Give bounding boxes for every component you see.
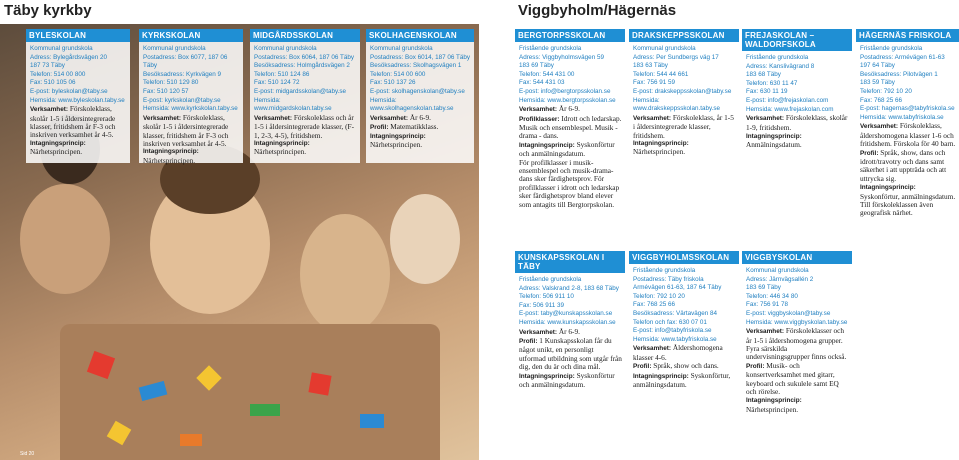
intagningsprincip: Intagningsprincip: Närhetsprincipen. — [30, 139, 86, 157]
profil: Profil: Matematikklass. — [370, 122, 439, 132]
school-card-viggbyskolan — [742, 251, 852, 456]
phone: Telefon: 446 34 80 — [746, 292, 798, 300]
school-name: KYRKSKOLAN — [139, 29, 243, 42]
website-label: Hemsida: — [370, 96, 397, 104]
phone: Telefon: 792 10 20 — [860, 87, 912, 95]
intagningsprincip: Intagningsprincip: Anmälningsdatum. — [746, 132, 802, 150]
school-name: MIDGÅRDSSKOLAN — [250, 29, 360, 42]
website-link[interactable]: www.drakskeppsskolan.taby.se — [633, 105, 721, 113]
profil: Profilklasser: Idrott och ledarskap. Musik och ensemblespel. Musik - drama - dans. — [519, 113, 622, 141]
school-name: VIGGBYSKOLAN — [742, 251, 852, 264]
profil: Profil: Språk, show och dans. — [633, 361, 719, 371]
right-page — [480, 0, 959, 460]
school-type: Fristående grundskola — [746, 54, 809, 61]
school-type: Fristående grundskola — [860, 45, 923, 52]
intagningsprincip: Intagningsprincip: Närhetsprincipen. — [254, 139, 310, 157]
school-name: BERGTORPSSKOLAN — [515, 29, 625, 42]
fax: Fax: 506 911 39 — [519, 301, 565, 309]
fax: Fax: 544 431 03 — [519, 79, 565, 87]
page-number: Sid 20 — [20, 451, 35, 457]
address: Postadress: Täby friskola — [633, 275, 704, 283]
address: Postadress: Armévägen 61-63 — [860, 53, 945, 61]
visit-address: Armévägen 61-63, 187 64 Täby — [633, 284, 722, 292]
intagningsprincip: Intagningsprincip: Närhetsprincipen. — [633, 139, 689, 157]
address: Postadress: Box 6077, 187 06 Täby — [143, 53, 228, 70]
verksamhet: Verksamhet: År 6-9. — [519, 326, 580, 336]
verksamhet: Verksamhet: År 6-9. — [370, 112, 431, 122]
school-type: Kommunal grundskola — [254, 45, 317, 52]
phone: Telefon: 510 124 86 — [254, 70, 310, 78]
school-card-bergtorpsskolan — [515, 29, 625, 244]
verksamhet: Verksamhet: Förskoleklass, skolår 1-5 i åldersintegrerade klasser, fritidshem år F-3 och inskriven verksamhet år 4-5. — [143, 112, 229, 148]
school-card-drakskeppsskolan — [629, 29, 739, 244]
intagningsprincip: Intagningsprincip: Syskonförtur, anmälningsdatum. Till förskoleklassen även geografisk närhet. — [860, 184, 956, 218]
fax: Fax: 510 137 26 — [370, 79, 416, 87]
fax: Fax: 768 25 66 — [860, 96, 903, 104]
website-link[interactable]: www.midgardskolan.taby.se — [254, 105, 332, 113]
profil: Profil: Musik- och konsertverksamhet med gitarr, keyboard och sukulele samt EQ och rörelse. — [746, 360, 839, 396]
email-link[interactable]: E-post: info@frejaskolan.com — [746, 96, 829, 104]
address: Adress: Viggbyholmsvägen 59 — [519, 53, 604, 61]
postal: 183 69 Täby — [746, 284, 781, 292]
website-link[interactable]: Hemsida: www.kyrkskolan.taby.se — [143, 105, 238, 113]
fax: Fax: 756 91 78 — [746, 301, 789, 309]
fax: Fax: 768 25 66 — [633, 301, 676, 309]
email-link[interactable]: E-post: kyrkskolan@taby.se — [143, 96, 221, 104]
address: Adress: Per Sundbergs väg 17 — [633, 53, 719, 61]
email-link[interactable]: E-post: skolhagenskolan@taby.se — [370, 87, 465, 95]
intagningsprincip: Intagningsprincip: Syskonförtur och anmälningsdatum. — [519, 139, 615, 159]
school-card-kyrkskolan — [139, 29, 243, 163]
phone: Telefon: 792 10 20 — [633, 292, 685, 300]
email-link[interactable]: E-post: info@tabyfriskola.se — [633, 327, 712, 335]
address: Adress: Valskrand 2-8, 183 68 Täby — [519, 284, 619, 292]
website-link[interactable]: Hemsida: www.kunskapsskolan.se — [519, 318, 616, 326]
fax: Fax: 510 120 57 — [143, 87, 189, 95]
verksamhet: Verksamhet: Förskoleklass, år 1-5 i åldersintegrerade klasser, fritidshem. — [633, 112, 734, 140]
website-link[interactable]: Hemsida: www.byleskolan.taby.se — [30, 96, 125, 104]
website-link[interactable]: Hemsida: www.tabyfriskola.se — [860, 113, 944, 121]
school-card-byleskolan — [26, 29, 130, 163]
postal-2: 183 59 Täby — [860, 79, 895, 87]
email-link[interactable]: E-post: hagernas@tabyfriskola.se — [860, 105, 955, 113]
website-link[interactable]: Hemsida: www.bergtorpsskolan.se — [519, 96, 616, 104]
email-link[interactable]: E-post: taby@kunskapsskolan.se — [519, 310, 613, 318]
website-link[interactable]: Hemsida: www.viggbyskolan.taby.se — [746, 318, 848, 326]
phone-fax: Telefon och fax: 630 07 01 — [633, 318, 707, 326]
visit-address-2: Besöksadress: Värtavägen 84 — [633, 309, 718, 317]
postal: 183 63 Täby — [633, 62, 668, 70]
website-label: Hemsida: — [633, 96, 660, 104]
visit-address: Besöksadress: Skolhagsvägen 1 — [370, 62, 462, 70]
phone: Telefon: 544 431 00 — [519, 70, 575, 78]
school-card-skolhagenskolan — [366, 29, 474, 163]
verksamhet: Verksamhet: Förskoleklasser och år 1-5 i åldershomogena grupper. Fyra särskilda undervisningsgrupper finns också. — [746, 326, 847, 362]
website-label: Hemsida: — [254, 96, 281, 104]
website-link[interactable]: Hemsida: www.frejaskolan.com — [746, 105, 834, 113]
school-type: Kommunal grundskola — [746, 267, 809, 274]
verksamhet: Verksamhet: Förskoleklass och år 1-5 i åldersintegrerade klasser, (F-1, 2-3, 4-5), fritidshem. — [254, 112, 355, 140]
address: Adress: Järnvägsallén 2 — [746, 275, 814, 283]
school-type: Fristående grundskola — [519, 276, 582, 283]
school-name: DRAKSKEPPSSKOLAN — [629, 29, 739, 42]
visit-address: Besöksadress: Pilotvägen 1 — [860, 70, 938, 78]
email-link[interactable]: E-post: drakskeppsskolan@taby.se — [633, 87, 732, 95]
verksamhet: Verksamhet: År 6-9. — [519, 104, 580, 114]
left-page — [0, 0, 479, 460]
phone: Telefon: 506 911 10 — [519, 293, 574, 301]
school-type: Fristående grundskola — [633, 267, 696, 274]
phone: Telefon: 514 00 800 — [30, 70, 86, 78]
page-title: Täby kyrkby — [4, 2, 92, 19]
school-card-hagernas-friskola — [856, 29, 959, 244]
verksamhet: Verksamhet: Förskoleklass, åldershomogena klasser 1-6 och fritidshem. Förskola för 40 barn. — [860, 121, 956, 149]
intagningsprincip: Intagningsprincip: Närhetsprincipen. — [746, 397, 802, 414]
phone: Telefon: 510 129 80 — [143, 79, 199, 87]
school-name: KUNSKAPSSKOLAN I TÄBY — [515, 251, 625, 273]
school-name: SKOLHAGENSKOLAN — [366, 29, 474, 42]
website-link[interactable]: Hemsida: www.tabyfriskola.se — [633, 335, 717, 343]
website-link[interactable]: www.skolhagenskolan.taby.se — [370, 105, 454, 113]
phone: Telefon: 514 00 600 — [370, 70, 426, 78]
address: Postadress: Box 6064, 187 06 Täby — [254, 53, 354, 61]
school-card-kunskapsskolan — [515, 251, 625, 456]
intagningsprincip: Intagningsprincip: Syskonförtur och anmälningsdatum. — [519, 370, 615, 389]
postal: 187 73 Täby — [30, 62, 65, 70]
fax: Fax: 756 91 59 — [633, 79, 676, 87]
school-type: Kommunal grundskola — [143, 45, 206, 52]
address: Adress: Kanslivägrand 8 — [746, 62, 815, 70]
fax: Fax: 510 105 06 — [30, 79, 76, 87]
visit-address: Besöksadress: Holmgårdsvägen 2 — [254, 62, 350, 70]
school-type: Kommunal grundskola — [30, 45, 93, 52]
postal: 197 64 Täby — [860, 62, 895, 70]
school-name: HÄGERNÄS FRISKOLA — [856, 29, 959, 42]
verksamhet: Verksamhet: Åldershomogena klasser 4-6. — [633, 343, 723, 362]
email-link[interactable]: E-post: midgardsskolan@taby.se — [254, 87, 347, 95]
email-link[interactable]: E-post: byleskolan@taby.se — [30, 87, 108, 95]
page-title: Viggbyholm/Hägernäs — [518, 2, 677, 19]
school-type: Kommunal grundskola — [633, 45, 696, 52]
profil: Profil: 1 Kunskapsskolan får du något unikt, en personligt utformad utbildning som utgår från dig, den du är och dina mål. — [519, 335, 622, 372]
intagningsprincip: Intagningsprincip: Närhetsprincipen. — [370, 132, 426, 149]
profil: Profil: Språk, show, dans och idrott/travotry och dans samt säkerhet i att uppträda och att uttrycka sig. — [860, 147, 947, 183]
extra-info: För profilklasser i musik- ensemblespel och musik-drama-dans sker färdighetsprov. För profilklasser i idrott och ledarskap sker färdighetsprov bland elever som antagits till Bergtorpskolan. — [519, 157, 620, 209]
postal: 183 69 Täby — [519, 62, 554, 70]
fax: Fax: 510 124 72 — [254, 79, 300, 87]
school-name: FREJASKOLAN – WALDORFSKOLA — [742, 29, 852, 51]
school-name: BYLESKOLAN — [26, 29, 130, 42]
school-type: Kommunal grundskola — [370, 45, 433, 52]
fax: Fax: 630 11 19 — [746, 88, 788, 96]
email-link[interactable]: E-post: viggbyskolan@taby.se — [746, 309, 831, 317]
school-card-frejaskolan — [742, 29, 852, 244]
school-card-viggbyholmsskolan — [629, 251, 739, 456]
address: Adress: Bylegårdsvägen 20 — [30, 53, 108, 61]
intagningsprincip: Intagningsprincip: Syskonförtur, anmälningsdatum. — [633, 370, 731, 389]
postal: 183 68 Täby — [746, 71, 781, 79]
intagningsprincip: Intagningsprincip: Närhetsprincipen. — [143, 148, 199, 165]
school-name: VIGGBYHOLMSSKOLAN — [629, 251, 739, 264]
address: Postadress: Box 6014, 187 06 Täby — [370, 53, 470, 61]
verksamhet: Verksamhet: Förskoleklass, skolår 1-9, fritidshem. — [746, 113, 848, 132]
phone: Telefon: 630 11 47 — [746, 79, 798, 87]
email-link[interactable]: E-post: info@bergtorpsskolan.se — [519, 87, 611, 95]
phone: Telefon: 544 44 661 — [633, 70, 689, 78]
verksamhet: Verksamhet: Förskoleklass, skolår 1-5 i åldersintegrerade klasser, fritidshem år F-3 och inskriven verksamhet år 4-5. — [30, 104, 116, 140]
visit-address: Besöksadress: Kyrkvägen 9 — [143, 70, 222, 78]
school-type: Fristående grundskola — [519, 45, 582, 52]
school-card-midgardsskolan — [250, 29, 360, 163]
